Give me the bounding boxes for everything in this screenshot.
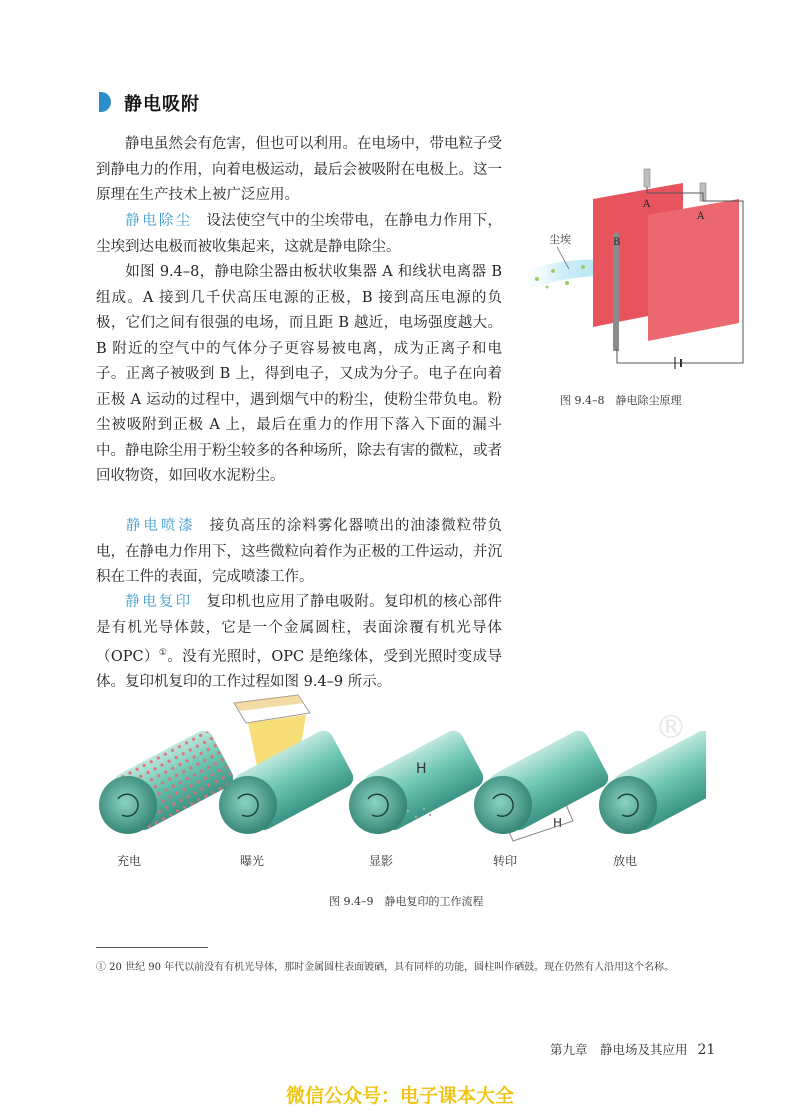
- paragraph-precipitator-text: 如图 9.4–8，静电除尘器由板状收集器 A 和线状电离器 B 组成。A 接到几千伏高压电源的正极，B 接到高压电源的负极，它们之间有很强的电场，而且距 B 越近，电场强度越大。B 附近的空气中的气体分子更容易被电离，成为正离子和电子。正离子被吸到 B 上，得到电子，又成为分子。电子在向着正极 A 运动的过程中，遇到烟气中的粉尘，使粉尘带负电。粉尘被吸附到正极 A 上，最后在重力的作用下落入下面的漏斗中。静电除尘用于粉尘较多的各种场所，除去有害的微粒，或者回收物资，如回收水泥粉尘。: [96, 264, 502, 484]
- step-label-exposure: 曝光: [239, 854, 264, 868]
- registered-mark: ®: [655, 708, 687, 746]
- figure-9-4-9-caption: 图 9.4–9 静电复印的工作流程: [329, 895, 484, 908]
- figure-9-4-8-caption: 图 9.4–8 静电除尘原理: [560, 394, 682, 407]
- label-dust: 尘埃: [549, 233, 571, 246]
- keyword-spray-paint: 静电喷漆: [125, 518, 196, 534]
- drum-discharging: [599, 727, 706, 834]
- keyword-dust-removal: 静电除尘: [125, 213, 193, 229]
- paragraph-dust-removal: [96, 209, 502, 260]
- step-label-developing: 显影: [368, 854, 393, 868]
- section-marker: [99, 92, 111, 112]
- svg-text:H: H: [553, 816, 563, 830]
- footnote-divider: [96, 947, 208, 948]
- step-label-transfer: 转印: [492, 854, 517, 868]
- drum-charging: [99, 727, 237, 834]
- paragraph-photocopy: [96, 590, 502, 696]
- paragraph-precipitator: [96, 260, 502, 490]
- paragraph-photocopy-text-a: 复印机也应用了静电吸附。复印机的核心部件是有机光导体鼓，它是一个金属圆柱，表面涂覆有机光导体（OPC）: [96, 594, 503, 665]
- label-a-front: A: [697, 211, 705, 222]
- footnote: ① 20 世纪 90 年代以前没有有机光导体，那时金属圆柱表面镀硒，具有同样的功能，圆柱叫作硒鼓。现在仍然有人沿用这个名称。: [96, 962, 675, 973]
- section-title: 静电吸附: [124, 94, 200, 115]
- drum-transfer: [474, 727, 612, 841]
- photocopy-process-figure: [86, 693, 706, 843]
- ionizer-wire-b: [613, 233, 619, 351]
- drum-exposure: [219, 695, 357, 834]
- collector-plate-a-front: [648, 199, 739, 341]
- chapter-title: 第九章 静电场及其应用: [550, 1042, 688, 1057]
- page-number: 21: [697, 1042, 716, 1058]
- paragraph-dust-removal-text: 设法使空气中的尘埃带电，在静电力作用下，尘埃到达电极而被收集起来，这就是静电除尘。: [96, 213, 503, 255]
- plate-post-left: [644, 169, 650, 187]
- electrostatic-precipitator-figure: [507, 163, 747, 393]
- page-footer: [550, 1040, 715, 1058]
- watermark-text: 微信公众号：电子课本大全: [285, 1085, 514, 1107]
- paragraph-intro: [96, 132, 502, 209]
- label-b: B: [613, 237, 621, 248]
- paragraph-intro-text: 静电虽然会有危害，但也可以利用。在电场中，带电粒子受到静电力的作用，向着电极运动，最后会被吸附在电极上。这一原理在生产技术上被广泛应用。: [96, 136, 502, 203]
- keyword-photocopy: 静电复印: [125, 594, 193, 610]
- footnote-ref[interactable]: ①: [158, 648, 168, 658]
- paragraph-spray-paint: [96, 514, 502, 591]
- paragraph-photocopy-text-b: 。没有光照时，OPC 是绝缘体，受到光照时变成导体。复印机复印的工作过程如图 9.4–9 所示。: [96, 648, 502, 691]
- step-label-charging: 充电: [116, 854, 141, 868]
- svg-text:H: H: [416, 761, 427, 777]
- paragraph-spray-paint-text: 接负高压的涂料雾化器喷出的油漆微粒带负电，在静电力作用下，这些微粒向着作为正极的工件运动，并沉积在工件的表面，完成喷漆工作。: [96, 518, 503, 585]
- step-label-discharging: 放电: [612, 854, 637, 868]
- label-a-back: A: [643, 199, 651, 210]
- drum-developing: [349, 727, 487, 834]
